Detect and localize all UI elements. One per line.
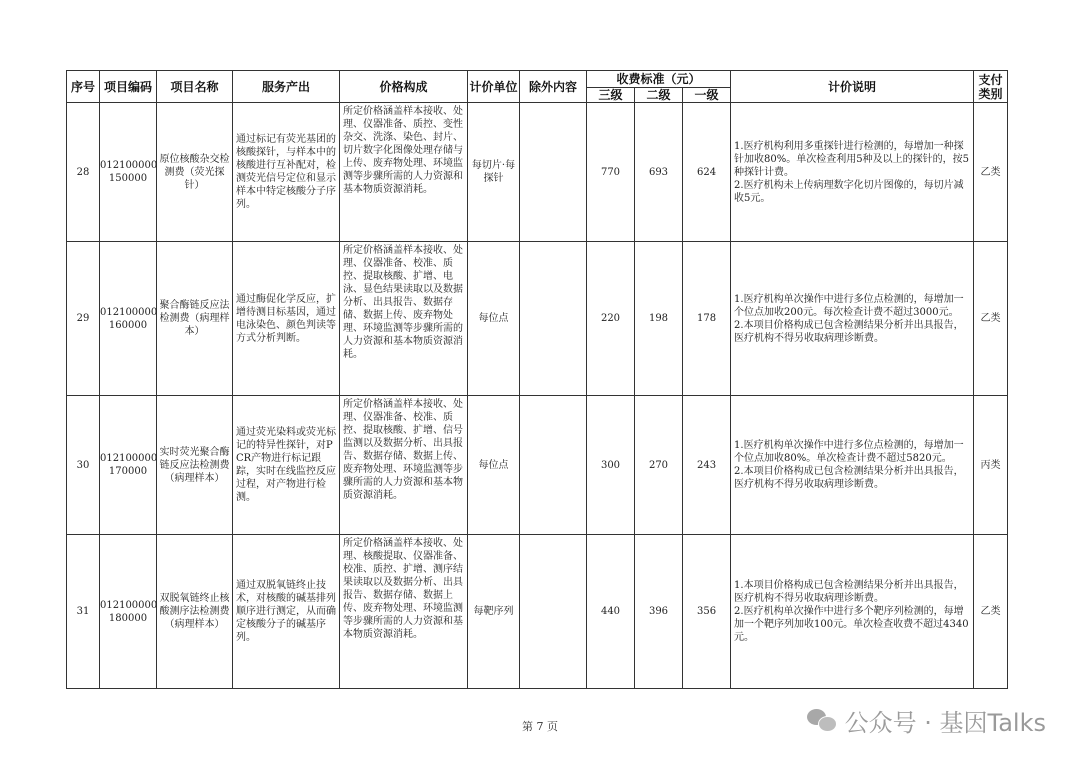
cell-output: 通过双脱氧链终止技术，对核酸的碱基排列顺序进行测定，从而确定核酸分子的碱基序列。: [233, 535, 340, 689]
cell-level2: 270: [635, 396, 683, 535]
cell-level2: 198: [635, 242, 683, 396]
cell-seq: 30: [67, 396, 100, 535]
cell-seq: 31: [67, 535, 100, 689]
header-exclusion: 除外内容: [520, 71, 587, 103]
cell-seq: 29: [67, 242, 100, 396]
table-row: [67, 396, 1008, 535]
cell-unit: 每位点: [468, 396, 520, 535]
fee-table: [66, 70, 1008, 689]
cell-seq: 28: [67, 103, 100, 242]
cell-notes: 1.本项目价格构成已包含检测结果分析并出具报告，医疗机构不得另收取病理诊断费。 2.医疗机构单次操作中进行多个靶序列检测的，每增加一个靶序列加收100元。单次检查收费不超过4340元。: [731, 535, 974, 689]
cell-name: 实时荧光聚合酶链反应法检测费（病理样本）: [157, 396, 233, 535]
wechat-icon: [807, 707, 837, 733]
header-output: 服务产出: [233, 71, 340, 103]
cell-exclusion: [520, 535, 587, 689]
header-seq: 序号: [67, 71, 100, 103]
cell-name: 聚合酶链反应法检测费（病理样本）: [157, 242, 233, 396]
watermark-text: 公众号 · 基因Talks: [844, 708, 1046, 737]
code-part-2: 150000: [108, 173, 148, 184]
table-row: [67, 242, 1008, 396]
cell-unit: 每靶序列: [468, 535, 520, 689]
cell-level2: 396: [635, 535, 683, 689]
cell-unit: 每位点: [468, 242, 520, 396]
header-fee-group: 收费标准（元）: [587, 71, 731, 88]
cell-level1: 624: [683, 103, 731, 242]
header-composition: 价格构成: [340, 71, 468, 103]
code-part-1: 012100000: [100, 599, 158, 611]
cell-exclusion: [520, 103, 587, 242]
cell-level3: 440: [587, 535, 635, 689]
cell-exclusion: [520, 242, 587, 396]
cell-output: 通过酶促化学反应，扩增待测目标基因，通过电泳染色、颜色判读等方式分析判断。: [233, 242, 340, 396]
cell-composition: 所定价格涵盖样本接收、处理、核酸提取、仪器准备、校准、质控、扩增、测序结果读取以及数据分析、出具报告、数据存储、数据上传、废弃物处理、环境监测等步骤所需的人力资源和基本物质资源消耗。: [340, 535, 468, 689]
code-part-1: 012100000: [100, 453, 158, 464]
page-number: 第 7 页: [522, 720, 558, 733]
header-payment: 支付类别: [974, 71, 1008, 103]
cell-unit: 每切片·每探针: [468, 103, 520, 242]
cell-level1: 178: [683, 242, 731, 396]
cell-code: [100, 535, 157, 689]
code-part-1: 012100000: [100, 306, 158, 318]
cell-name: 原位核酸杂交检测费（荧光探针）: [157, 103, 233, 242]
cell-payment: 乙类: [974, 242, 1008, 396]
cell-code: [100, 242, 157, 396]
code-part-2: 170000: [108, 466, 148, 477]
table-row: [67, 535, 1008, 689]
cell-level3: 770: [587, 103, 635, 242]
code-part-2: 160000: [108, 319, 148, 331]
table-row: [67, 103, 1008, 242]
cell-exclusion: [520, 396, 587, 535]
cell-level1: 356: [683, 535, 731, 689]
cell-code: [100, 396, 157, 535]
cell-composition: 所定价格涵盖样本接收、处理、仪器准备、质控、变性杂交、洗涤、染色、封片、切片数字化图像处理存储与上传、废弃物处理、环境监测等步骤所需的人力资源和基本物质资源消耗。: [340, 103, 468, 242]
cell-payment: 丙类: [974, 396, 1008, 535]
header-level3: 三级: [587, 88, 635, 103]
header-level1: 一级: [683, 88, 731, 103]
watermark: [807, 705, 1046, 735]
cell-payment: 乙类: [974, 535, 1008, 689]
cell-output: 通过荧光染料或荧光标记的特异性探针，对PCR产物进行标记跟踪，实时在线监控反应过程，对产物进行检测。: [233, 396, 340, 535]
header-name: 项目名称: [157, 71, 233, 103]
cell-composition: 所定价格涵盖样本接收、处理、仪器准备、校准、质控、提取核酸、扩增、电泳、显色结果读取以及数据分析、出具报告、数据存储、数据上传、废弃物处理、环境监测等步骤所需的人力资源和基本物质资源消耗。: [340, 242, 468, 396]
cell-name: 双脱氧链终止核酸测序法检测费（病理样本）: [157, 535, 233, 689]
cell-level3: 220: [587, 242, 635, 396]
cell-level2: 693: [635, 103, 683, 242]
cell-level3: 300: [587, 396, 635, 535]
cell-level1: 243: [683, 396, 731, 535]
cell-composition: 所定价格涵盖样本接收、处理、仪器准备、校准、质控、提取核酸、扩增、信号监测以及数据分析、出具报告、数据存储、数据上传、废弃物处理、环境监测等步骤所需的人力资源和基本物质资源消耗。: [340, 396, 468, 535]
cell-code: [100, 103, 157, 242]
cell-payment: 乙类: [974, 103, 1008, 242]
header-level2: 二级: [635, 88, 683, 103]
code-part-1: 012100000: [100, 160, 158, 171]
code-part-2: 180000: [108, 612, 148, 624]
cell-notes: 1.医疗机构单次操作中进行多位点检测的，每增加一个位点加收80%。单次检查计费不超过5820元。 2.本项目价格构成已包含检测结果分析并出具报告，医疗机构不得另收取病理诊断费。: [731, 396, 974, 535]
cell-output: 通过标记有荧光基团的核酸探针，与样本中的核酸进行互补配对，检测荧光信号定位和显示样本中特定核酸分子序列。: [233, 103, 340, 242]
header-code: 项目编码: [100, 71, 157, 103]
cell-notes: 1.医疗机构单次操作中进行多位点检测的，每增加一个位点加收200元。每次检查计费不超过3000元。 2.本项目价格构成已包含检测结果分析并出具报告，医疗机构不得另收取病理诊断费。: [731, 242, 974, 396]
cell-notes: 1.医疗机构利用多重探针进行检测的，每增加一种探针加收80%。单次检查利用5种及以上的探针的，按5种探针计费。 2.医疗机构未上传病理数字化切片图像的，每切片减收5元。: [731, 103, 974, 242]
header-unit: 计价单位: [468, 71, 520, 103]
header-notes: 计价说明: [731, 71, 974, 103]
